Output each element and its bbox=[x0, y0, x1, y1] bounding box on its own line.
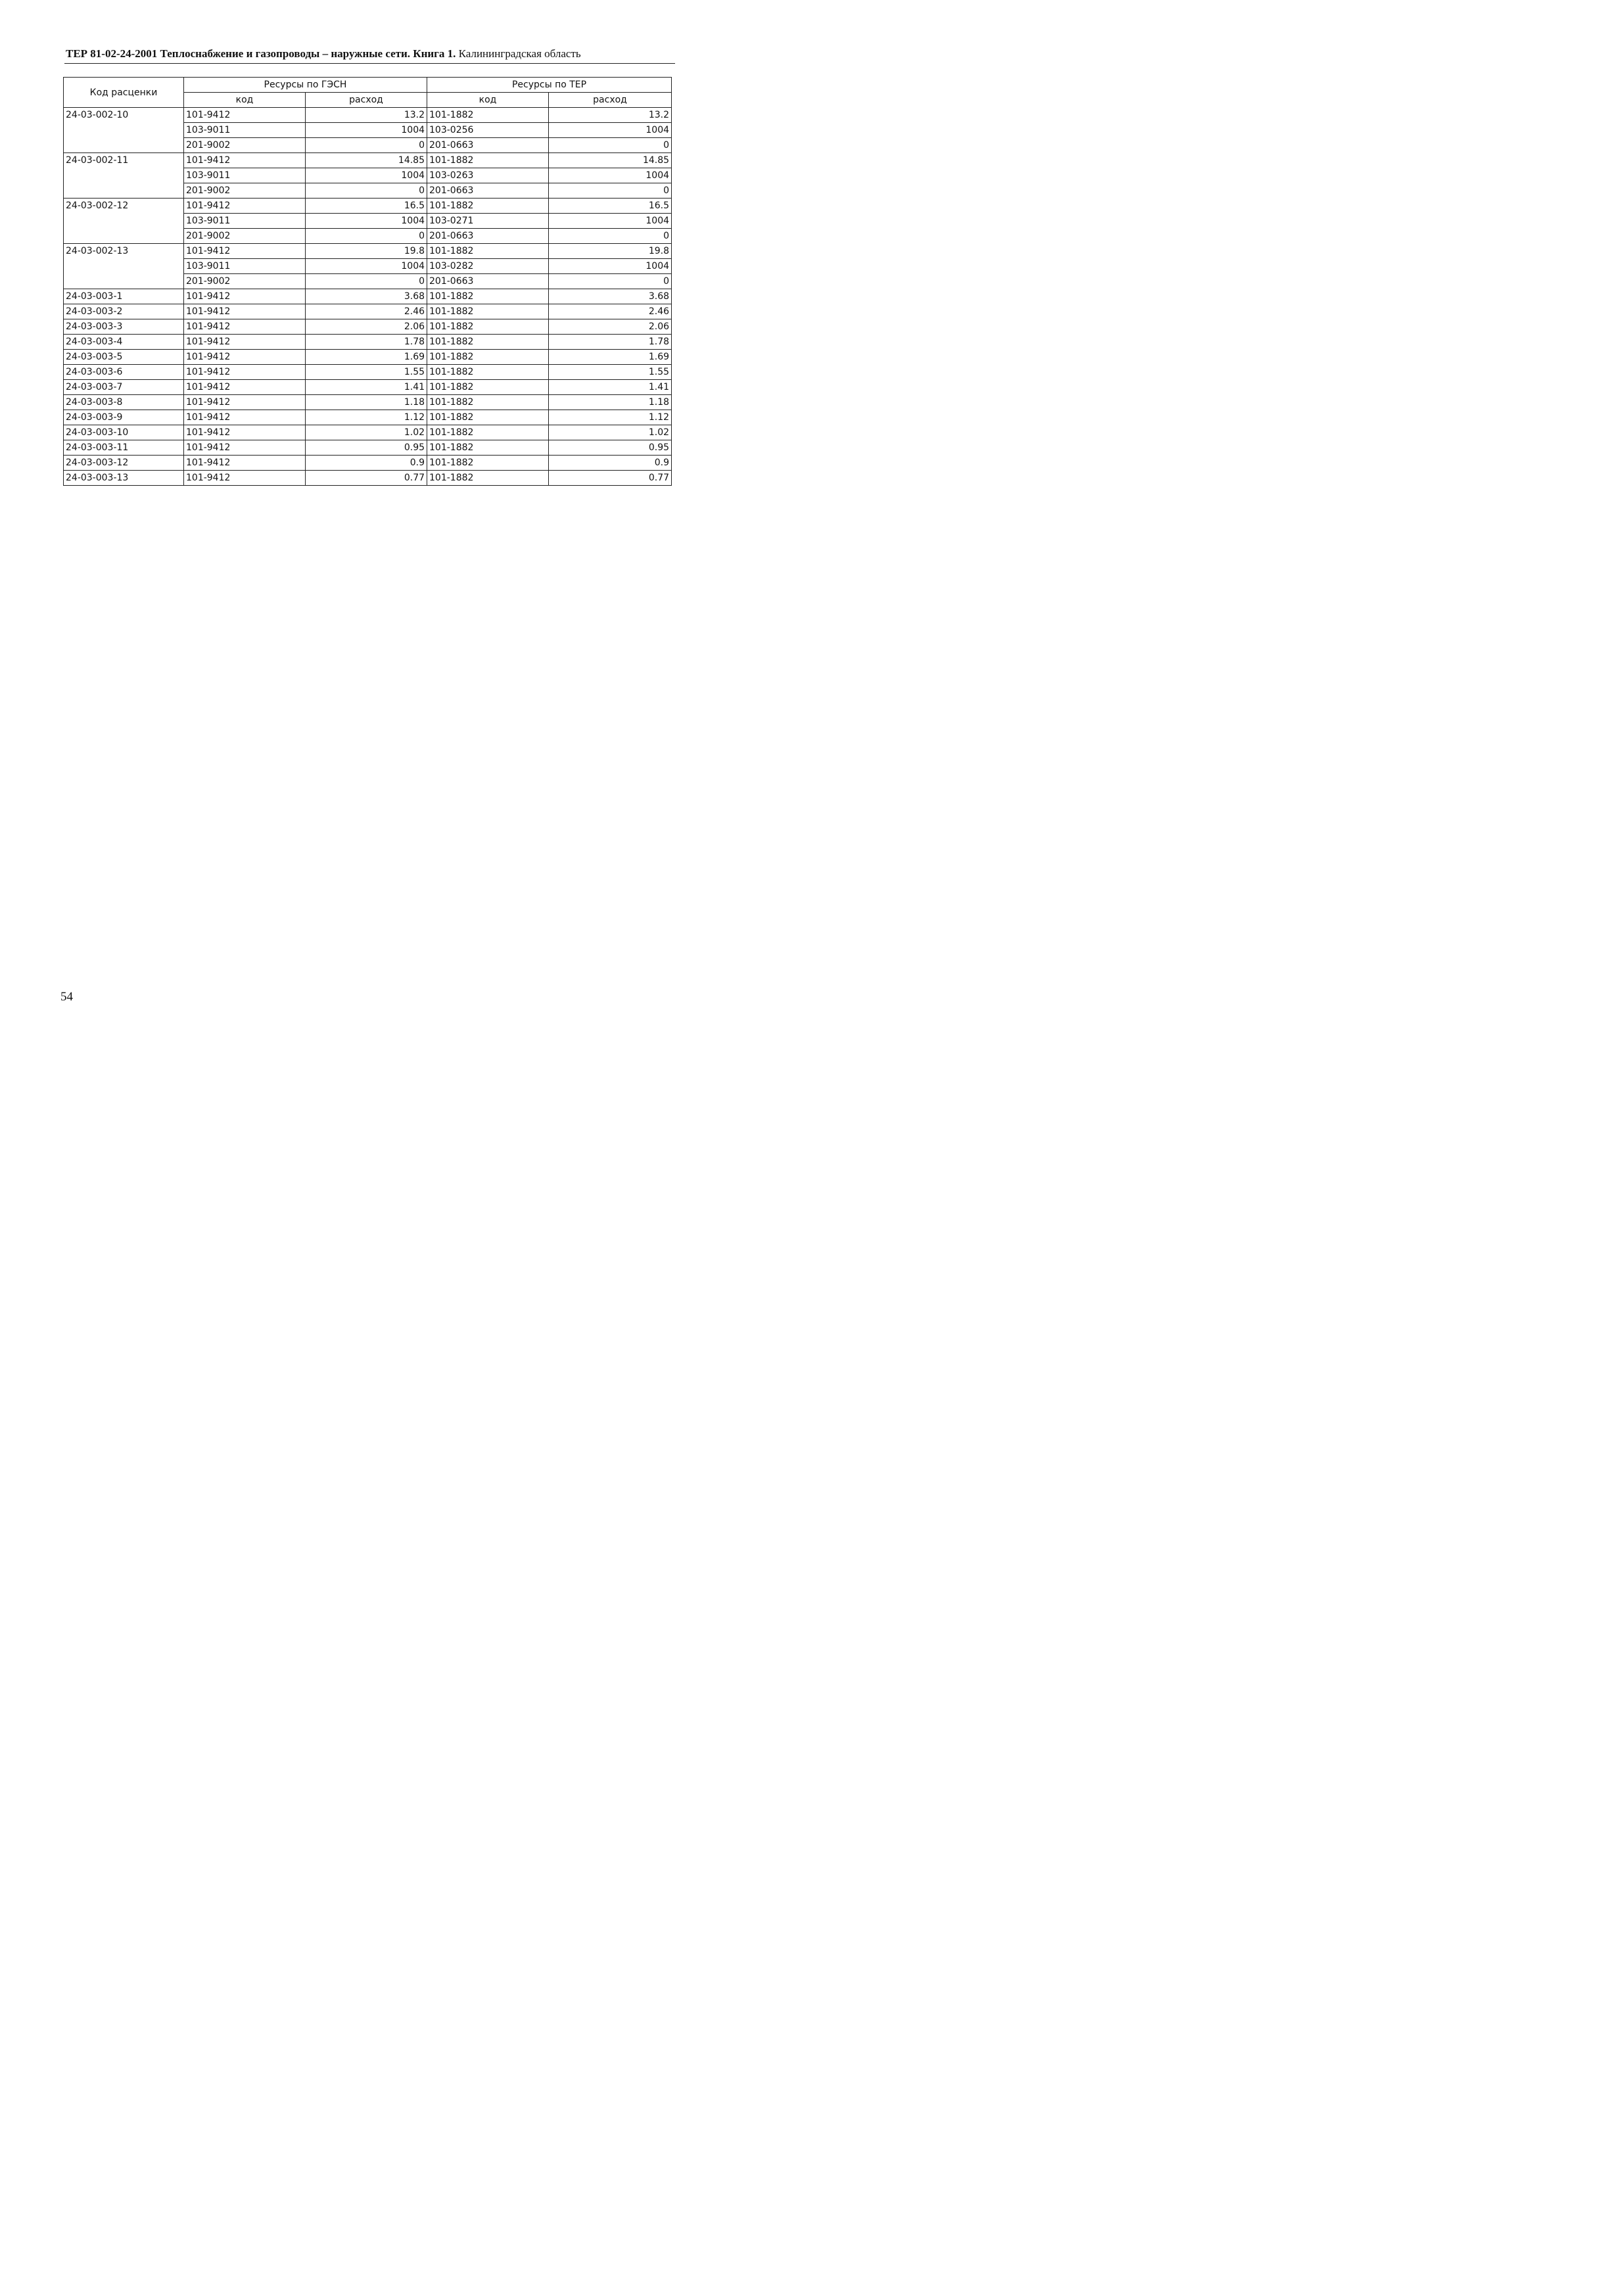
ter-code-cell: 101-1882 bbox=[427, 304, 549, 319]
gesn-qty-cell: 1.78 bbox=[306, 335, 427, 350]
ter-code-cell: 101-1882 bbox=[427, 395, 549, 410]
ter-qty-cell: 2.06 bbox=[549, 319, 672, 335]
ter-qty-cell: 19.8 bbox=[549, 244, 672, 259]
ter-code-cell: 101-1882 bbox=[427, 456, 549, 471]
table-header bbox=[64, 78, 672, 108]
table-body bbox=[64, 108, 672, 486]
ter-qty-cell: 1004 bbox=[549, 123, 672, 138]
ter-code-cell: 101-1882 bbox=[427, 350, 549, 365]
gesn-qty-cell: 1.18 bbox=[306, 395, 427, 410]
subheader-ter-code: код bbox=[427, 93, 549, 108]
gesn-code-cell: 101-9412 bbox=[184, 395, 306, 410]
ter-qty-cell: 0.95 bbox=[549, 440, 672, 456]
table-row bbox=[64, 244, 672, 259]
table-row bbox=[64, 395, 672, 410]
gesn-code-cell: 101-9412 bbox=[184, 440, 306, 456]
ter-code-cell: 103-0271 bbox=[427, 214, 549, 229]
table-row bbox=[64, 471, 672, 486]
gesn-code-cell: 101-9412 bbox=[184, 335, 306, 350]
ter-qty-cell: 0 bbox=[549, 183, 672, 199]
gesn-code-cell: 101-9412 bbox=[184, 304, 306, 319]
ter-qty-cell: 0.9 bbox=[549, 456, 672, 471]
header-region: Калининградская область bbox=[458, 47, 581, 60]
gesn-code-cell: 101-9412 bbox=[184, 471, 306, 486]
document-page bbox=[0, 0, 734, 1041]
ter-code-cell: 103-0263 bbox=[427, 168, 549, 183]
ter-code-cell: 101-1882 bbox=[427, 244, 549, 259]
gesn-qty-cell: 2.46 bbox=[306, 304, 427, 319]
gesn-code-cell: 101-9412 bbox=[184, 365, 306, 380]
rate-code-cell: 24-03-002-11 bbox=[64, 153, 184, 199]
rate-code-cell: 24-03-003-2 bbox=[64, 304, 184, 319]
table-row bbox=[64, 153, 672, 168]
ter-code-cell: 101-1882 bbox=[427, 289, 549, 304]
table-row bbox=[64, 319, 672, 335]
gesn-qty-cell: 1004 bbox=[306, 214, 427, 229]
ter-code-cell: 101-1882 bbox=[427, 425, 549, 440]
rate-code-cell: 24-03-003-10 bbox=[64, 425, 184, 440]
gesn-qty-cell: 1004 bbox=[306, 168, 427, 183]
gesn-qty-cell: 16.5 bbox=[306, 199, 427, 214]
subheader-gesn-qty: расход bbox=[306, 93, 427, 108]
rate-code-cell: 24-03-003-1 bbox=[64, 289, 184, 304]
gesn-qty-cell: 3.68 bbox=[306, 289, 427, 304]
table-row bbox=[64, 456, 672, 471]
gesn-qty-cell: 1.69 bbox=[306, 350, 427, 365]
col-header-gesn: Ресурсы по ГЭСН bbox=[184, 78, 427, 93]
rate-code-cell: 24-03-003-9 bbox=[64, 410, 184, 425]
gesn-qty-cell: 1.55 bbox=[306, 365, 427, 380]
gesn-code-cell: 201-9002 bbox=[184, 274, 306, 289]
ter-qty-cell: 1.12 bbox=[549, 410, 672, 425]
gesn-qty-cell: 1004 bbox=[306, 123, 427, 138]
rate-code-cell: 24-03-003-8 bbox=[64, 395, 184, 410]
subheader-gesn-code: код bbox=[184, 93, 306, 108]
gesn-code-cell: 101-9412 bbox=[184, 456, 306, 471]
gesn-qty-cell: 0 bbox=[306, 229, 427, 244]
table-row bbox=[64, 108, 672, 123]
ter-qty-cell: 0 bbox=[549, 229, 672, 244]
gesn-code-cell: 101-9412 bbox=[184, 380, 306, 395]
gesn-qty-cell: 1004 bbox=[306, 259, 427, 274]
ter-qty-cell: 1.55 bbox=[549, 365, 672, 380]
rate-code-cell: 24-03-003-7 bbox=[64, 380, 184, 395]
table-row bbox=[64, 440, 672, 456]
table-row bbox=[64, 425, 672, 440]
ter-qty-cell: 0 bbox=[549, 138, 672, 153]
gesn-code-cell: 201-9002 bbox=[184, 138, 306, 153]
gesn-code-cell: 103-9011 bbox=[184, 123, 306, 138]
running-header bbox=[66, 47, 675, 60]
gesn-code-cell: 101-9412 bbox=[184, 108, 306, 123]
ter-qty-cell: 1004 bbox=[549, 214, 672, 229]
gesn-qty-cell: 13.2 bbox=[306, 108, 427, 123]
gesn-code-cell: 101-9412 bbox=[184, 319, 306, 335]
ter-qty-cell: 1.18 bbox=[549, 395, 672, 410]
ter-qty-cell: 16.5 bbox=[549, 199, 672, 214]
page-number: 54 bbox=[60, 990, 73, 1004]
gesn-qty-cell: 2.06 bbox=[306, 319, 427, 335]
gesn-qty-cell: 0 bbox=[306, 274, 427, 289]
gesn-qty-cell: 19.8 bbox=[306, 244, 427, 259]
ter-code-cell: 101-1882 bbox=[427, 319, 549, 335]
table-row bbox=[64, 335, 672, 350]
col-header-code: Код расценки bbox=[64, 78, 184, 108]
gesn-code-cell: 101-9412 bbox=[184, 199, 306, 214]
rate-code-cell: 24-03-003-11 bbox=[64, 440, 184, 456]
gesn-qty-cell: 1.02 bbox=[306, 425, 427, 440]
gesn-qty-cell: 0 bbox=[306, 138, 427, 153]
ter-code-cell: 201-0663 bbox=[427, 183, 549, 199]
gesn-code-cell: 103-9011 bbox=[184, 214, 306, 229]
gesn-code-cell: 101-9412 bbox=[184, 289, 306, 304]
ter-code-cell: 101-1882 bbox=[427, 440, 549, 456]
gesn-code-cell: 201-9002 bbox=[184, 229, 306, 244]
table-row bbox=[64, 304, 672, 319]
gesn-qty-cell: 1.12 bbox=[306, 410, 427, 425]
table-row bbox=[64, 289, 672, 304]
gesn-qty-cell: 14.85 bbox=[306, 153, 427, 168]
gesn-code-cell: 101-9412 bbox=[184, 153, 306, 168]
rate-code-cell: 24-03-003-3 bbox=[64, 319, 184, 335]
rate-code-cell: 24-03-002-10 bbox=[64, 108, 184, 153]
ter-qty-cell: 3.68 bbox=[549, 289, 672, 304]
ter-qty-cell: 1.69 bbox=[549, 350, 672, 365]
rate-code-cell: 24-03-003-12 bbox=[64, 456, 184, 471]
gesn-qty-cell: 0.9 bbox=[306, 456, 427, 471]
ter-qty-cell: 2.46 bbox=[549, 304, 672, 319]
ter-qty-cell: 13.2 bbox=[549, 108, 672, 123]
table-row bbox=[64, 365, 672, 380]
subheader-ter-qty: расход bbox=[549, 93, 672, 108]
table-row bbox=[64, 350, 672, 365]
ter-qty-cell: 1.41 bbox=[549, 380, 672, 395]
rate-code-cell: 24-03-002-13 bbox=[64, 244, 184, 289]
gesn-qty-cell: 1.41 bbox=[306, 380, 427, 395]
ter-code-cell: 101-1882 bbox=[427, 199, 549, 214]
ter-qty-cell: 1.78 bbox=[549, 335, 672, 350]
gesn-code-cell: 201-9002 bbox=[184, 183, 306, 199]
ter-code-cell: 101-1882 bbox=[427, 335, 549, 350]
ter-code-cell: 201-0663 bbox=[427, 274, 549, 289]
ter-code-cell: 101-1882 bbox=[427, 108, 549, 123]
rate-code-cell: 24-03-003-4 bbox=[64, 335, 184, 350]
table-row bbox=[64, 199, 672, 214]
ter-code-cell: 201-0663 bbox=[427, 138, 549, 153]
table-row bbox=[64, 380, 672, 395]
gesn-code-cell: 101-9412 bbox=[184, 244, 306, 259]
gesn-code-cell: 103-9011 bbox=[184, 259, 306, 274]
rate-code-cell: 24-03-003-5 bbox=[64, 350, 184, 365]
gesn-qty-cell: 0 bbox=[306, 183, 427, 199]
ter-qty-cell: 1.02 bbox=[549, 425, 672, 440]
table-row bbox=[64, 410, 672, 425]
rate-code-cell: 24-03-002-12 bbox=[64, 199, 184, 244]
ter-qty-cell: 0.77 bbox=[549, 471, 672, 486]
gesn-qty-cell: 0.77 bbox=[306, 471, 427, 486]
header-title: ТЕР 81-02-24-2001 Теплоснабжение и газопроводы – наружные сети. Книга 1. bbox=[66, 47, 456, 60]
ter-code-cell: 103-0282 bbox=[427, 259, 549, 274]
ter-code-cell: 101-1882 bbox=[427, 365, 549, 380]
ter-code-cell: 103-0256 bbox=[427, 123, 549, 138]
gesn-code-cell: 101-9412 bbox=[184, 410, 306, 425]
ter-code-cell: 101-1882 bbox=[427, 153, 549, 168]
ter-code-cell: 201-0663 bbox=[427, 229, 549, 244]
rate-code-cell: 24-03-003-13 bbox=[64, 471, 184, 486]
gesn-code-cell: 101-9412 bbox=[184, 350, 306, 365]
ter-qty-cell: 1004 bbox=[549, 168, 672, 183]
resources-table bbox=[63, 77, 672, 486]
col-header-ter: Ресурсы по ТЕР bbox=[427, 78, 672, 93]
rate-code-cell: 24-03-003-6 bbox=[64, 365, 184, 380]
ter-qty-cell: 14.85 bbox=[549, 153, 672, 168]
gesn-qty-cell: 0.95 bbox=[306, 440, 427, 456]
ter-qty-cell: 0 bbox=[549, 274, 672, 289]
header-rule bbox=[64, 63, 675, 64]
gesn-code-cell: 103-9011 bbox=[184, 168, 306, 183]
gesn-code-cell: 101-9412 bbox=[184, 425, 306, 440]
ter-code-cell: 101-1882 bbox=[427, 471, 549, 486]
ter-qty-cell: 1004 bbox=[549, 259, 672, 274]
ter-code-cell: 101-1882 bbox=[427, 380, 549, 395]
ter-code-cell: 101-1882 bbox=[427, 410, 549, 425]
